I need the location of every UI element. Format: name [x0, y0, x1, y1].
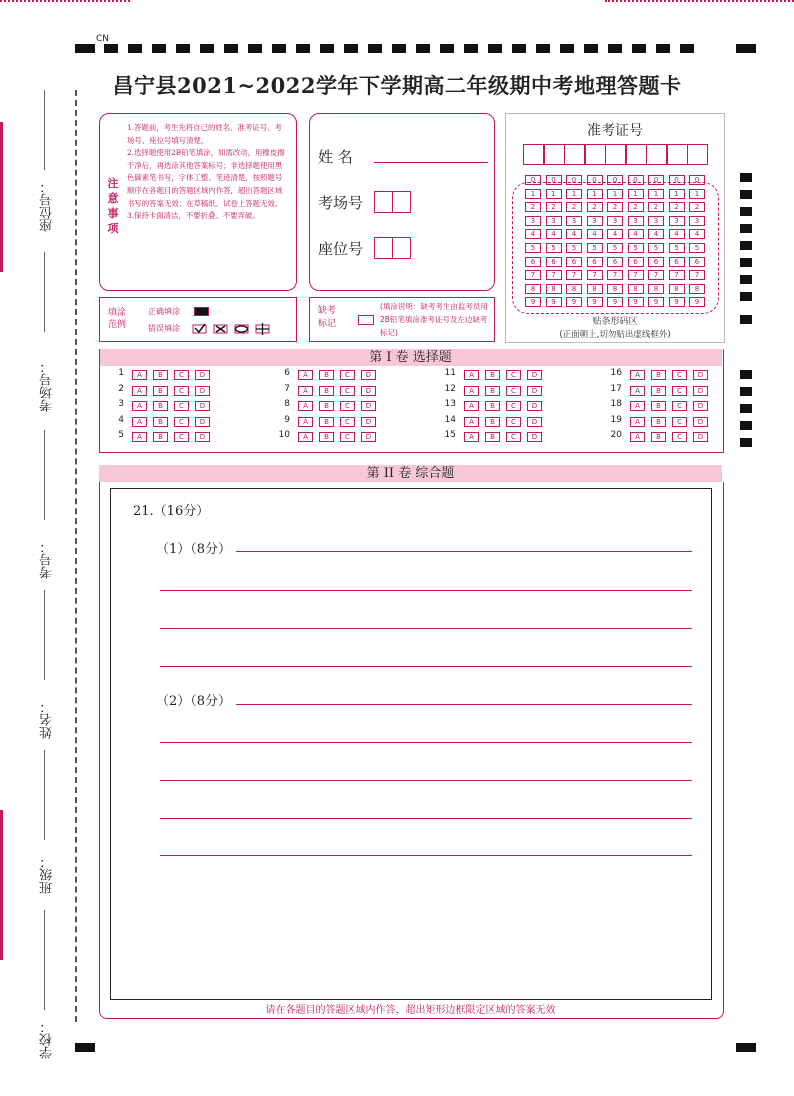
question-number: 17: [610, 383, 622, 394]
admission-digit-bubble[interactable]: 6: [669, 257, 685, 267]
admission-digit-bubble[interactable]: 8: [607, 284, 623, 294]
answer-option-bubble[interactable]: B: [485, 370, 500, 380]
student-info-box: [309, 113, 495, 291]
admission-digit-bubble[interactable]: 9: [525, 297, 541, 307]
admission-digit-bubble[interactable]: 3: [525, 216, 541, 226]
admission-digit-bubble[interactable]: 3: [669, 216, 685, 226]
admission-digit-cell[interactable]: [564, 144, 585, 165]
admission-digit-bubble[interactable]: 9: [669, 297, 685, 307]
answer-line[interactable]: [160, 855, 692, 856]
barcode-note: (正面朝上,切勿贴出虚线框外): [559, 330, 671, 340]
admission-digit-bubble[interactable]: 4: [525, 229, 541, 239]
admission-digit-bubble[interactable]: 8: [546, 284, 562, 294]
admission-digit-cell[interactable]: [605, 144, 626, 165]
card-code: CN: [96, 34, 110, 44]
admission-digit-bubble[interactable]: 5: [587, 243, 603, 253]
admission-digit-bubble[interactable]: 4: [566, 229, 582, 239]
admission-digit-bubble[interactable]: 0: [689, 175, 705, 185]
correct-fill-mark: [194, 307, 209, 316]
corner-mark-bottom-left: [75, 1043, 95, 1052]
side-underline: [44, 430, 45, 520]
admission-digit-cell[interactable]: [523, 144, 544, 165]
admission-digit-bubble[interactable]: 2: [628, 202, 644, 212]
question-number: 15: [444, 430, 456, 440]
admission-digit-bubble[interactable]: 3: [546, 216, 562, 226]
admission-digit-cell[interactable]: [667, 144, 688, 165]
admission-number-box: [505, 113, 725, 343]
answer-option-bubble[interactable]: A: [464, 386, 479, 396]
answer-option-bubble[interactable]: A: [132, 417, 147, 427]
absent-note: (填涂说明：缺考考生由监考员用2B铅笔填涂准考证号及左边缺考标记): [380, 302, 488, 337]
side-label-exam-no: 考号：: [40, 540, 55, 579]
admission-digit-bubble[interactable]: 6: [525, 257, 541, 267]
room-digit-box[interactable]: [392, 191, 411, 213]
admission-digit-bubble[interactable]: 9: [607, 297, 623, 307]
notice-heading: 注意事项: [107, 177, 119, 235]
answer-option-bubble[interactable]: C: [174, 370, 189, 380]
admission-title: 准考证号: [587, 123, 643, 139]
admission-digit-bubble[interactable]: 0: [587, 175, 603, 185]
answer-option-bubble[interactable]: D: [693, 401, 708, 411]
admission-digit-bubble[interactable]: 2: [607, 202, 623, 212]
room-digit-box[interactable]: [374, 191, 393, 213]
admission-digit-bubble[interactable]: 5: [566, 243, 582, 253]
admission-digit-bubble[interactable]: 5: [689, 243, 705, 253]
admission-digit-bubble[interactable]: 7: [566, 270, 582, 280]
page-title: 昌宁县2021~2022学年下学期高二年级期中考地理答题卡: [112, 73, 682, 98]
answer-option-bubble[interactable]: B: [319, 432, 334, 442]
admission-digit-bubble[interactable]: 2: [546, 202, 562, 212]
answer-option-bubble[interactable]: D: [527, 417, 542, 427]
answer-option-bubble[interactable]: C: [340, 432, 355, 442]
question-number: 2: [118, 383, 124, 394]
admission-digit-bubble[interactable]: 6: [628, 257, 644, 267]
answer-option-bubble[interactable]: A: [132, 401, 147, 411]
answer-option-bubble[interactable]: D: [693, 386, 708, 396]
admission-digit-bubble[interactable]: 3: [607, 216, 623, 226]
question-number: 1: [118, 368, 124, 378]
admission-digit-bubble[interactable]: 5: [669, 243, 685, 253]
answer-option-bubble[interactable]: A: [464, 417, 479, 427]
notice-line: 2.选择题使用2B铅笔填涂，如需改动，用橡皮擦干净后，再选涂其他答案标号；非选择题使用黑色碳素笔书写，字体工整、笔迹清楚，按照题号顺序在各题目的答题区域内作答，超出答题区域书写的答案无效；在草稿纸、试卷上答题无效。: [127, 148, 285, 208]
admission-digit-cell[interactable]: [544, 144, 565, 165]
notice-box: [99, 113, 297, 291]
admission-digit-bubble[interactable]: 9: [546, 297, 562, 307]
corner-mark-bottom-right: [736, 1043, 756, 1052]
admission-digit-bubble[interactable]: 3: [587, 216, 603, 226]
side-underline: [44, 590, 45, 680]
answer-option-bubble[interactable]: B: [319, 370, 334, 380]
admission-digit-bubble[interactable]: 9: [648, 297, 664, 307]
answer-option-bubble[interactable]: D: [527, 432, 542, 442]
admission-digit-bubble[interactable]: 4: [607, 229, 623, 239]
admission-digit-bubble[interactable]: 5: [607, 243, 623, 253]
answer-option-bubble[interactable]: A: [464, 370, 479, 380]
seat-label: 座位号: [318, 240, 364, 258]
admission-digit-bubble[interactable]: 2: [689, 202, 705, 212]
admission-digit-bubble[interactable]: 7: [546, 270, 562, 280]
multiple-choice-area: [99, 349, 724, 453]
admission-digit-bubble[interactable]: 0: [607, 175, 623, 185]
admission-digit-bubble[interactable]: 4: [669, 229, 685, 239]
admission-digit-bubble[interactable]: 0: [669, 175, 685, 185]
answer-option-bubble[interactable]: B: [153, 386, 168, 396]
admission-digit-bubble[interactable]: 7: [669, 270, 685, 280]
answer-option-bubble[interactable]: B: [485, 386, 500, 396]
answer-option-bubble[interactable]: A: [298, 432, 313, 442]
question-number: 8: [284, 399, 290, 409]
notice-line: 1.答题前，考生先将自己的姓名、准考证号、考场号、座位号填写清楚。: [127, 123, 282, 145]
admission-digit-bubble[interactable]: 1: [648, 189, 664, 199]
side-underline: [44, 750, 45, 840]
admission-digit-bubble[interactable]: 1: [607, 189, 623, 199]
admission-digit-bubble[interactable]: 3: [648, 216, 664, 226]
answer-option-bubble[interactable]: D: [195, 432, 210, 442]
answer-option-bubble[interactable]: C: [340, 417, 355, 427]
admission-digit-bubble[interactable]: 4: [628, 229, 644, 239]
section1-header: 第 I 卷 选择题: [99, 349, 722, 366]
answer-option-bubble[interactable]: B: [485, 417, 500, 427]
answer-option-bubble[interactable]: C: [506, 401, 521, 411]
admission-digit-bubble[interactable]: 2: [525, 202, 541, 212]
answer-option-bubble[interactable]: D: [693, 417, 708, 427]
answer-option-bubble[interactable]: B: [153, 370, 168, 380]
top-dotted-line-right: [605, 0, 794, 4]
answer-option-bubble[interactable]: B: [485, 432, 500, 442]
question-number: 7: [284, 383, 290, 394]
answer-option-bubble[interactable]: D: [361, 417, 376, 427]
question-21-part2: （2）（8分）: [156, 694, 232, 709]
answer-option-bubble[interactable]: C: [174, 432, 189, 442]
admission-digit-bubble[interactable]: 7: [587, 270, 603, 280]
admission-digit-cell[interactable]: [687, 144, 708, 165]
admission-digit-bubble[interactable]: 1: [566, 189, 582, 199]
admission-digit-bubble[interactable]: 8: [587, 284, 603, 294]
answer-line[interactable]: [160, 742, 692, 743]
answer-option-bubble[interactable]: D: [195, 417, 210, 427]
notice-text: [127, 122, 289, 223]
answer-line[interactable]: [160, 780, 692, 781]
admission-digit-bubble[interactable]: 2: [566, 202, 582, 212]
admission-digit-bubble[interactable]: 6: [587, 257, 603, 267]
admission-digit-bubble[interactable]: 1: [587, 189, 603, 199]
admission-digit-bubble[interactable]: 2: [669, 202, 685, 212]
admission-digit-bubble[interactable]: 9: [628, 297, 644, 307]
answer-option-bubble[interactable]: C: [174, 386, 189, 396]
question-number: 18: [610, 399, 622, 409]
question-number: 12: [444, 383, 456, 394]
answer-option-bubble[interactable]: A: [464, 401, 479, 411]
absent-bubble[interactable]: [358, 315, 374, 325]
admission-digit-bubble[interactable]: 3: [628, 216, 644, 226]
binding-cut-line: [75, 90, 77, 1022]
answer-option-bubble[interactable]: D: [195, 386, 210, 396]
answer-option-bubble[interactable]: B: [153, 401, 168, 411]
answer-option-bubble[interactable]: C: [174, 417, 189, 427]
admission-digit-bubble[interactable]: 7: [648, 270, 664, 280]
answer-option-bubble[interactable]: B: [319, 417, 334, 427]
answer-line[interactable]: [160, 666, 692, 667]
question-number: 14: [444, 414, 456, 425]
side-label-name: 姓名：: [40, 700, 55, 739]
admission-digit-bubble[interactable]: 5: [648, 243, 664, 253]
answer-option-bubble[interactable]: A: [630, 401, 645, 411]
admission-digit-bubble[interactable]: 7: [628, 270, 644, 280]
admission-digit-bubble[interactable]: 0: [566, 175, 582, 185]
admission-digit-bubble[interactable]: 4: [587, 229, 603, 239]
answer-frame: [110, 488, 712, 1000]
answer-option-bubble[interactable]: B: [651, 370, 666, 380]
answer-line[interactable]: [160, 590, 692, 591]
answer-option-bubble[interactable]: A: [132, 386, 147, 396]
fill-example-label: 填涂范例: [108, 308, 127, 330]
admission-digit-bubble[interactable]: 5: [628, 243, 644, 253]
wrong-fill-marks: [192, 323, 276, 335]
answer-option-bubble[interactable]: D: [361, 432, 376, 442]
side-label-seat: 座位号：: [40, 180, 55, 232]
answer-option-bubble[interactable]: B: [651, 417, 666, 427]
admission-digit-bubble[interactable]: 7: [607, 270, 623, 280]
question-21-part1: （1）（8分）: [156, 542, 232, 557]
answer-option-bubble[interactable]: A: [132, 432, 147, 442]
answer-option-bubble[interactable]: B: [651, 401, 666, 411]
admission-digit-bubble[interactable]: 9: [689, 297, 705, 307]
question-number: 9: [284, 414, 290, 425]
absent-label: 缺考标记: [318, 306, 337, 329]
question-number: 5: [118, 430, 124, 440]
answer-option-bubble[interactable]: D: [693, 370, 708, 380]
question-number: 19: [610, 414, 622, 425]
admission-digit-bubble[interactable]: 2: [648, 202, 664, 212]
room-label: 考场号: [318, 194, 364, 212]
admission-digit-bubble[interactable]: 1: [669, 189, 685, 199]
answer-option-bubble[interactable]: C: [506, 386, 521, 396]
admission-digit-bubble[interactable]: 8: [628, 284, 644, 294]
admission-digit-bubble[interactable]: 9: [587, 297, 603, 307]
admission-digit-bubble[interactable]: 8: [669, 284, 685, 294]
admission-digit-bubble[interactable]: 6: [566, 257, 582, 267]
answer-option-bubble[interactable]: C: [174, 401, 189, 411]
answer-option-bubble[interactable]: B: [651, 386, 666, 396]
left-edge-strip: [0, 810, 3, 960]
admission-digit-bubble[interactable]: 4: [648, 229, 664, 239]
answer-option-bubble[interactable]: B: [153, 432, 168, 442]
admission-digit-bubble[interactable]: 1: [689, 189, 705, 199]
wrong-fill-label: 错误填涂: [148, 324, 180, 333]
answer-option-bubble[interactable]: C: [340, 386, 355, 396]
answer-option-bubble[interactable]: C: [340, 401, 355, 411]
top-dotted-line-left: [0, 0, 130, 4]
admission-digit-bubble[interactable]: 1: [546, 189, 562, 199]
question-number: 10: [278, 430, 290, 440]
answer-option-bubble[interactable]: D: [527, 401, 542, 411]
answer-option-bubble[interactable]: D: [195, 370, 210, 380]
admission-digit-bubble[interactable]: 0: [628, 175, 644, 185]
admission-digit-cell[interactable]: [646, 144, 667, 165]
footer-warning: 请在各题目的答题区域内作答，超出矩形边框限定区域的答案无效: [265, 1005, 556, 1016]
answer-line[interactable]: [236, 551, 692, 552]
left-edge-strip: [0, 122, 3, 272]
admission-digit-bubble[interactable]: 2: [587, 202, 603, 212]
answer-option-bubble[interactable]: C: [672, 401, 687, 411]
question-number: 13: [444, 399, 456, 409]
question-number: 3: [118, 399, 124, 409]
admission-digit-bubble[interactable]: 7: [525, 270, 541, 280]
admission-digit-bubble[interactable]: 6: [546, 257, 562, 267]
answer-option-bubble[interactable]: C: [672, 370, 687, 380]
notice-line: 3.保持卡面清洁，不要折叠、不要弄破。: [127, 211, 260, 221]
answer-option-bubble[interactable]: A: [298, 401, 313, 411]
answer-option-bubble[interactable]: A: [630, 432, 645, 442]
question-number: 6: [284, 368, 290, 378]
answer-option-bubble[interactable]: C: [340, 370, 355, 380]
admission-digit-bubble[interactable]: 6: [689, 257, 705, 267]
question-number: 20: [610, 430, 622, 440]
answer-option-bubble[interactable]: C: [506, 432, 521, 442]
answer-option-bubble[interactable]: A: [298, 386, 313, 396]
admission-digit-bubble[interactable]: 1: [525, 189, 541, 199]
side-underline: [44, 90, 45, 170]
admission-digit-cell[interactable]: [585, 144, 606, 165]
answer-option-bubble[interactable]: B: [319, 401, 334, 411]
admission-digit-bubble[interactable]: 4: [689, 229, 705, 239]
answer-option-bubble[interactable]: D: [195, 401, 210, 411]
section2-header: 第 II 卷 综合题: [99, 465, 722, 482]
answer-option-bubble[interactable]: D: [527, 370, 542, 380]
question-number: 4: [118, 414, 124, 425]
side-underline: [44, 910, 45, 1010]
answer-option-bubble[interactable]: D: [361, 401, 376, 411]
answer-option-bubble[interactable]: A: [630, 370, 645, 380]
answer-option-bubble[interactable]: D: [693, 432, 708, 442]
admission-digit-bubble[interactable]: 3: [566, 216, 582, 226]
admission-digit-bubble[interactable]: 0: [648, 175, 664, 185]
side-label-class: 班级：: [40, 855, 55, 894]
admission-digit-bubble[interactable]: 5: [525, 243, 541, 253]
admission-digit-bubble[interactable]: 7: [689, 270, 705, 280]
name-field[interactable]: [374, 162, 488, 163]
answer-option-bubble[interactable]: D: [361, 370, 376, 380]
admission-digit-bubble[interactable]: 0: [546, 175, 562, 185]
question-21: 21.（16分）: [133, 504, 210, 519]
side-underline: [44, 252, 45, 332]
admission-digit-cell[interactable]: [626, 144, 647, 165]
seat-digit-box[interactable]: [374, 237, 393, 259]
absent-mark-box: [309, 297, 495, 342]
answer-option-bubble[interactable]: C: [672, 386, 687, 396]
answer-line[interactable]: [160, 628, 692, 629]
admission-digit-bubble[interactable]: 0: [525, 175, 541, 185]
admission-digit-bubble[interactable]: 8: [689, 284, 705, 294]
side-label-room: 考场号：: [40, 360, 55, 412]
admission-digit-bubble[interactable]: 6: [648, 257, 664, 267]
answer-option-bubble[interactable]: B: [651, 432, 666, 442]
answer-option-bubble[interactable]: A: [132, 370, 147, 380]
admission-digit-bubble[interactable]: 1: [628, 189, 644, 199]
admission-digit-bubble[interactable]: 6: [607, 257, 623, 267]
answer-option-bubble[interactable]: A: [298, 370, 313, 380]
answer-option-bubble[interactable]: B: [319, 386, 334, 396]
question-number: 16: [610, 368, 622, 378]
answer-option-bubble[interactable]: C: [672, 417, 687, 427]
answer-option-bubble[interactable]: C: [672, 432, 687, 442]
correct-fill-label: 正确填涂: [148, 307, 180, 316]
answer-option-bubble[interactable]: A: [464, 432, 479, 442]
seat-digit-box[interactable]: [392, 237, 411, 259]
answer-option-bubble[interactable]: A: [630, 417, 645, 427]
admission-digit-bubble[interactable]: 8: [566, 284, 582, 294]
admission-digit-bubble[interactable]: 9: [566, 297, 582, 307]
admission-digit-bubble[interactable]: 4: [546, 229, 562, 239]
barcode-label: 贴条形码区: [592, 317, 638, 327]
admission-digit-bubble[interactable]: 8: [525, 284, 541, 294]
answer-option-bubble[interactable]: C: [506, 417, 521, 427]
name-label: 姓 名: [318, 148, 353, 166]
side-label-school: 学校：: [40, 1020, 55, 1059]
admission-digit-bubble[interactable]: 5: [546, 243, 562, 253]
fill-example-box: [99, 297, 297, 342]
answer-option-bubble[interactable]: B: [485, 401, 500, 411]
admission-digit-bubble[interactable]: 3: [689, 216, 705, 226]
answer-line[interactable]: [160, 818, 692, 819]
answer-option-bubble[interactable]: A: [298, 417, 313, 427]
answer-option-bubble[interactable]: B: [153, 417, 168, 427]
admission-digit-bubble[interactable]: 8: [648, 284, 664, 294]
answer-option-bubble[interactable]: C: [506, 370, 521, 380]
answer-option-bubble[interactable]: D: [361, 386, 376, 396]
answer-line[interactable]: [236, 704, 692, 705]
answer-option-bubble[interactable]: D: [527, 386, 542, 396]
question-number: 11: [444, 368, 456, 378]
answer-option-bubble[interactable]: A: [630, 386, 645, 396]
